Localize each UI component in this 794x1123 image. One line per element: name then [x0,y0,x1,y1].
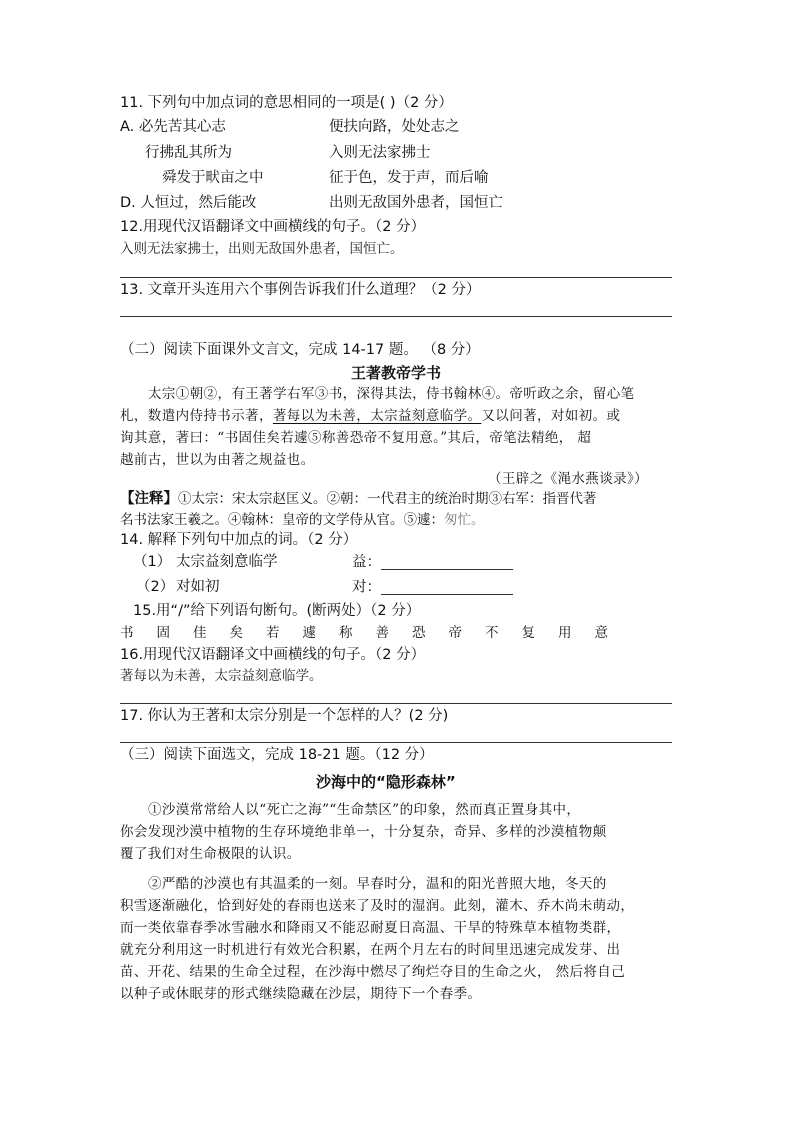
q16-stem: 16.用现代汉语翻译文中画横线的句子。（2 分） [120,647,426,663]
q14-item2-word: 对： [352,579,381,596]
section3-paragraph-line: 你会发现沙漠中植物的生存环境绝非单一，十分复杂，奇异、多样的沙漠植物颠 [120,824,607,840]
section2-source: （王辟之《渑水燕谈录》） [488,471,649,487]
q14-item2-text: 对如初 [176,579,220,595]
q11-option-c-right: 征于色，发于声，而后喻 [329,170,489,186]
q16-sentence: 著每以为未善，太宗益刻意临学。 [120,668,323,684]
section3-paragraph-line: 覆了我们对生命极限的认识。 [120,846,301,862]
q14-item2-blank[interactable] [381,580,513,595]
q14-stem: 14. 解释下列句中加点的词。（2 分） [120,532,358,548]
section3-paragraph-line: 苗、开花、结果的生命全过程，在沙海中燃尽了绚烂夺目的生命之火， 然后将自己 [120,964,626,980]
q14-item2-answer [352,580,513,595]
q14-item1-text: 太宗益刻意临学 [176,554,278,570]
section2-paragraph-line: 太宗①朝②，有王著学右军③书，深得其法，侍书翰林④。帝听政之余，留心笔 [148,386,635,402]
notes-text: 匆忙。 [444,512,485,528]
section2-title: 王著教帝学书 [351,364,442,382]
q12-stem: 12.用现代汉语翻译文中画横线的句子。（2 分） [120,219,426,235]
q13-answer-line[interactable] [120,316,672,317]
q14-item1-number: （1） [133,554,172,570]
q12-sentence: 入则无法家拂士，出则无敌国外患者，国恒亡。 [120,241,404,257]
q14-item1-blank[interactable] [381,555,513,570]
q11-option-b-right: 入则无法家拂士 [329,145,431,161]
section3-paragraph-line: 以种子或休眠芽的形式继续隐藏在沙层，期待下一个春季。 [120,986,482,1002]
q11-option-b-left: 行拂乱其所为 [145,145,232,161]
q14-item2-number: （2） [136,579,175,595]
q13-stem: 13. 文章开头连用六个事例告诉我们什么道理？（2 分） [120,282,481,298]
section2-notes [120,492,597,507]
section3-heading: （三）阅读下面选文，完成 18-21 题。（12 分） [120,747,434,763]
q11-option-a-left: A. 必先苦其心志 [120,119,226,135]
q11-option-a-right: 便扶向路，处处志之 [329,119,460,135]
section2-notes-line2 [120,514,485,528]
section3-paragraph-line: 就充分利用这一时机进行有效光合积累，在两个月左右的时间里迅速完成发芽、出 [120,942,621,958]
q11-option-c-left: 舜发于畎亩之中 [162,170,264,186]
section2-underlined-sentence: 著每以为未善，太宗益刻意临学。 [272,408,482,424]
section2-text: 札，数遣内侍持书示著， [120,408,273,424]
section3-title: 沙海中的“隐形森林” [316,773,456,791]
section2-paragraph-line [120,410,620,424]
section3-paragraph-line: 而一类依靠春季冰雪融水和降雨又不能忍耐夏日高温、干旱的特殊草本植物类群， [120,920,621,936]
notes-text: 名书法家王羲之。④翰林：皇帝的文学侍从官。⑤遽： [120,512,444,528]
notes-label: 【注释】 [120,491,178,507]
section2-heading: （二）阅读下面课外文言文，完成 14-17 题。 （8 分） [120,342,480,358]
q15-stem: 15.用“/”给下列语句断句。(断两处）（2 分） [133,603,421,619]
q15-characters: 书固佳矣若遽称善恐帝不复用意 [120,625,631,641]
section3-paragraph-line: ②严酷的沙漠也有其温柔的一刻。早春时分，温和的阳光普照大地，冬天的 [148,876,607,892]
notes-line: ①太宗：宋太宗赵匡义。②朝：一代君主的统治时期③右军：指晋代著 [178,491,597,507]
q17-answer-line[interactable] [120,742,672,743]
q14-item1-answer [352,555,513,570]
section2-text: 又以问著，对如初。或 [481,408,621,424]
section2-paragraph-line: 询其意，著曰：“书固佳矣若遽⑤称善恐帝不复用意。”其后，帝笔法精绝， 超 [120,430,592,446]
q14-item1-word: 益： [352,554,381,571]
q11-option-d-right: 出则无敌国外患者，国恒亡 [329,195,503,211]
q17-stem: 17. 你认为王著和太宗分别是一个怎样的人？(2 分) [120,708,449,724]
section3-paragraph-line: 积雪逐渐融化，恰到好处的春雨也送来了及时的湿润。此刻，灌木、乔木尚未萌动， [120,898,635,914]
q16-answer-line[interactable] [120,703,672,704]
q12-answer-line[interactable] [120,277,672,278]
section2-paragraph-line: 越前古，世以为由著之规益也。 [120,452,315,468]
q11-option-d-left: D. 人恒过，然后能改 [120,195,257,211]
section3-paragraph-line: ①沙漠常常给人以“死亡之海”“生命禁区”的印象，然而真正置身其中， [148,802,581,818]
q11-stem: 11. 下列句中加点词的意思相同的一项是( )（2 分） [120,95,453,111]
